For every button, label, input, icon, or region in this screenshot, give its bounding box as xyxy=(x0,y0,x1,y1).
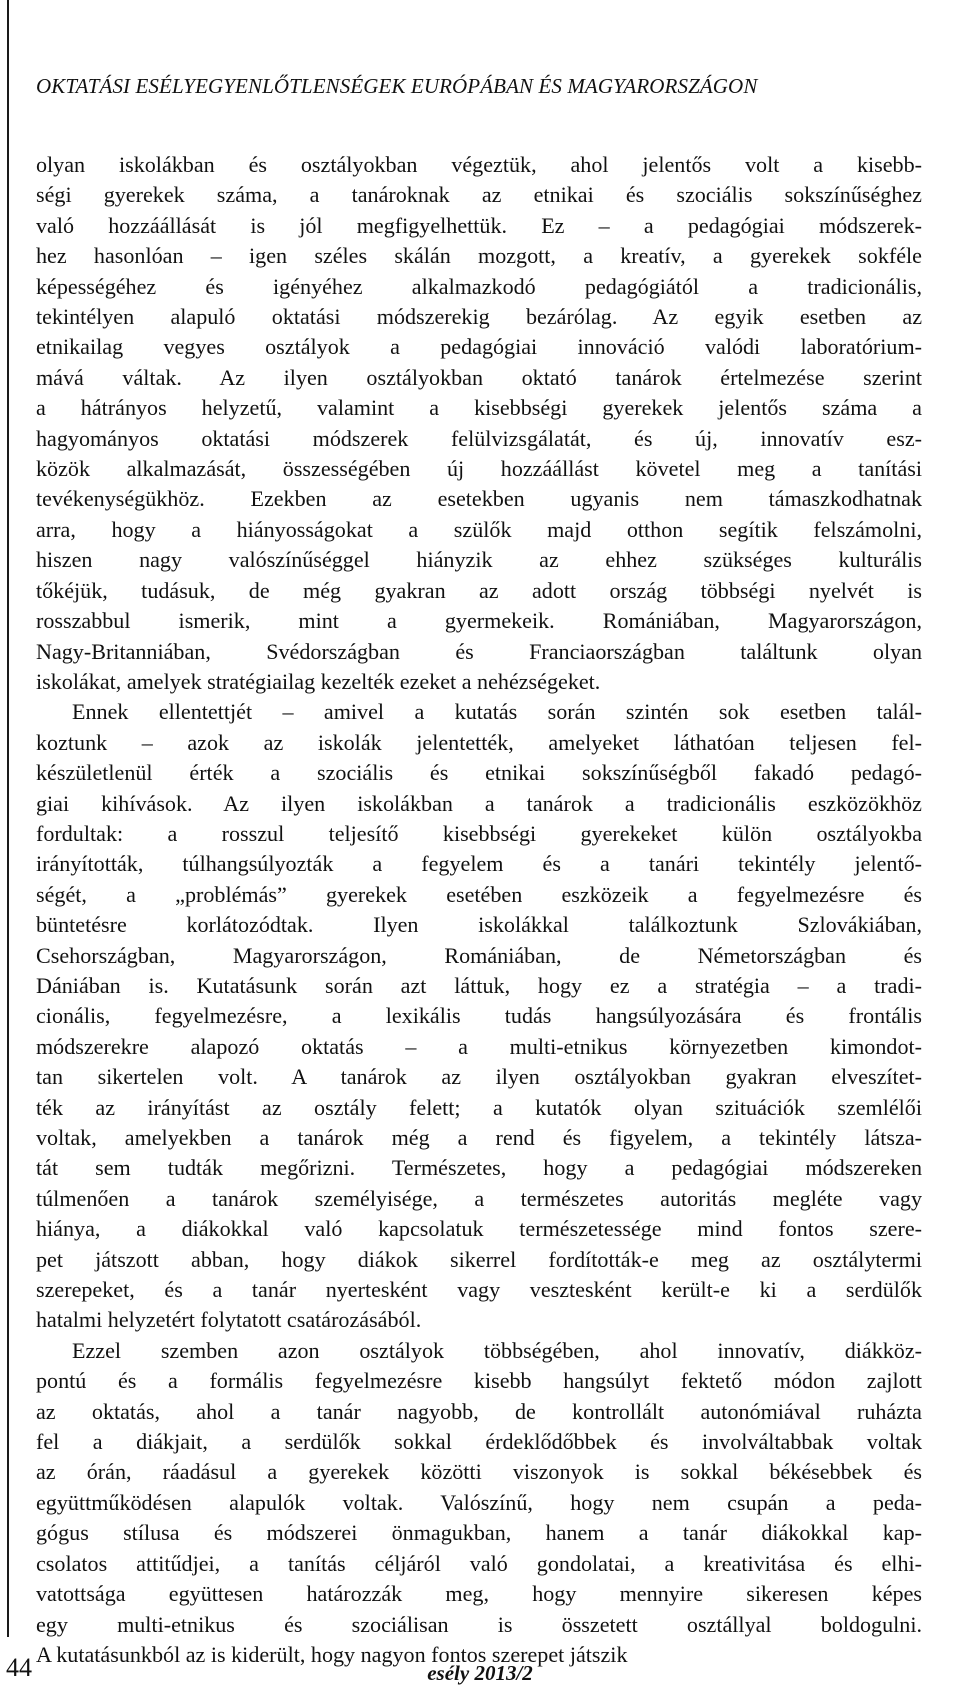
body-line: giai kihívások. Az ilyen iskolákban a tanárok a tradicionális eszközökhöz xyxy=(36,790,922,816)
body-line: túlmenően a tanárok személyisége, a természetes autoritás megléte vagy xyxy=(36,1185,922,1211)
body-line: az órán, ráadásul a gyerekek közötti viszonyok is sokkal békésebbek és xyxy=(36,1459,922,1485)
body-line: közök alkalmazását, összességében új hozzáállást követel meg a tanítási xyxy=(36,456,922,482)
body-line: mává váltak. Az ilyen osztályokban oktató tanárok értelmezése szerint xyxy=(36,364,922,390)
body-line: Ezzel szemben azon osztályok többségében, ahol innovatív, diákköz- xyxy=(72,1337,922,1363)
page-number: 44 xyxy=(6,1653,32,1682)
body-text xyxy=(36,150,922,1670)
body-line: készületlenül érték a szociális és etnikai sokszínűségből fakadó pedagó- xyxy=(36,760,922,786)
body-line: pet játszott abban, hogy diákok sikerrel fordították-e meg az osztálytermi xyxy=(36,1246,922,1272)
body-line: együttműködésen alapulók voltak. Valószínű, hogy nem csupán a peda- xyxy=(36,1489,922,1515)
body-line: módszerekre alapozó oktatás – a multi-etnikus környezetben kimondot- xyxy=(36,1033,922,1059)
running-title: OKTATÁSI ESÉLYEGYENLŐTLENSÉGEK EURÓPÁBAN ÉS MAGYARORSZÁGON xyxy=(36,74,758,98)
body-line: tevékenységükhöz. Ezekben az esetekben ugyanis nem támaszkodhatnak xyxy=(36,486,922,512)
body-line: Csehországban, Magyarországon, Romániában, de Németországban és xyxy=(36,942,922,968)
body-line: arra, hogy a hiányosságokat a szülők majd otthon segítik felszámolni, xyxy=(36,516,922,542)
body-line: rosszabbul ismerik, mint a gyermekeik. Romániában, Magyarországon, xyxy=(36,608,922,634)
body-line: cionális, fegyelmezésre, a lexikális tudás hangsúlyozására és frontális xyxy=(36,1003,922,1029)
body-line: szerepeket, és a tanár nyertesként vagy vesztesként került-e ki a serdülők xyxy=(36,1277,922,1303)
body-line: csolatos attitűdjei, a tanítás céljáról való gondolatai, a kreativitása és elhi- xyxy=(36,1550,922,1576)
margin-rule xyxy=(7,0,9,1637)
body-line: gógus stílusa és módszerei önmagukban, hanem a tanár diákokkal kap- xyxy=(36,1520,922,1546)
body-line: ségét, a „problémás” gyerekek esetében eszközeik a fegyelmezésre és xyxy=(36,881,922,907)
body-line: hiszen nagy valószínűséggel hiányzik az ehhez szükséges kulturális xyxy=(36,547,922,573)
body-line: hatalmi helyzetért folytatott csatározásából. xyxy=(36,1307,422,1333)
body-line: büntetésre korlátozódtak. Ilyen iskolákkal találkoztunk Szlovákiában, xyxy=(36,912,922,938)
journal-issue: esély 2013/2 xyxy=(427,1661,533,1685)
body-line: fordultak: a rosszul teljesítő kisebbségi gyerekeket külön osztályokba xyxy=(36,820,922,846)
body-line: tan sikertelen volt. A tanárok az ilyen osztályokban gyakran elveszítet- xyxy=(36,1064,922,1090)
body-line: olyan iskolákban és osztályokban végeztük, ahol jelentős volt a kisebb- xyxy=(36,152,922,177)
body-line: való hozzáállását is jól megfigyelhettük. Ez – a pedagógiai módszerek- xyxy=(36,212,922,238)
body-line: A kutatásunkból az is kiderült, hogy nagyon fontos szerepet játszik xyxy=(36,1641,628,1667)
body-line: Ennek ellentettjét – amivel a kutatás során szintén sok esetben talál- xyxy=(72,699,922,725)
body-line: tekintélyen alapuló oktatási módszerekig bezárólag. Az egyik esetben az xyxy=(36,304,922,330)
body-line: ségi gyerekek száma, a tanároknak az etnikai és szociális sokszínűséghez xyxy=(36,182,922,208)
body-line: pontú és a formális fegyelmezésre kisebb hangsúlyt fektető módon zajlott xyxy=(36,1368,922,1394)
body-line: tőkéjük, tudásuk, de még gyakran az adott ország többségi nyelvét is xyxy=(36,577,922,603)
body-line: voltak, amelyekben a tanárok még a rend és figyelem, a tekintély látsza- xyxy=(36,1125,922,1150)
body-line: hiánya, a diákokkal való kapcsolatuk természetessége mind fontos szere- xyxy=(36,1216,922,1242)
body-line: fel a diákjait, a serdülők sokkal érdeklődőbbek és involváltabbak voltak xyxy=(36,1429,922,1455)
body-line: hagyományos oktatási módszerek felülvizsgálatát, és új, innovatív esz- xyxy=(36,425,922,451)
body-line: ték az irányítást az osztály felett; a kutatók olyan szituációk szemlélői xyxy=(36,1094,922,1120)
body-line: egy multi-etnikus és szociálisan is összetett osztállyal boldogulni. xyxy=(36,1611,922,1637)
body-line: iskolákat, amelyek stratégiailag kezelték ezeket a nehézségeket. xyxy=(36,668,601,694)
body-line: az oktatás, ahol a tanár nagyobb, de kontrollált autonómiával ruházta xyxy=(36,1398,922,1424)
body-line: a hátrányos helyzetű, valamint a kisebbségi gyerekek jelentős száma a xyxy=(36,395,922,421)
body-line: tát sem tudták megőrizni. Természetes, hogy a pedagógiai módszereken xyxy=(36,1155,922,1181)
body-line: képességéhez és igényéhez alkalmazkodó pedagógiától a tradicionális, xyxy=(36,273,922,299)
body-line: irányították, túlhangsúlyozták a fegyelem és a tanári tekintély jelentő- xyxy=(36,851,922,877)
body-line: Dániában is. Kutatásunk során azt láttuk, hogy ez a stratégia – a tradi- xyxy=(36,972,922,998)
body-line: hez hasonlóan – igen széles skálán mozgott, a kreatív, a gyerekek sokféle xyxy=(36,243,922,269)
body-line: Nagy-Britanniában, Svédországban és Franciaországban találtunk olyan xyxy=(36,638,922,664)
body-line: vatottsága együttesen határozzák meg, hogy mennyire sikeresen képes xyxy=(36,1581,922,1607)
body-line: koztunk – azok az iskolák jelentették, amelyeket láthatóan teljesen fel- xyxy=(36,729,922,755)
body-line: etnikailag vegyes osztályok a pedagógiai innováció valódi laboratórium- xyxy=(36,334,922,360)
